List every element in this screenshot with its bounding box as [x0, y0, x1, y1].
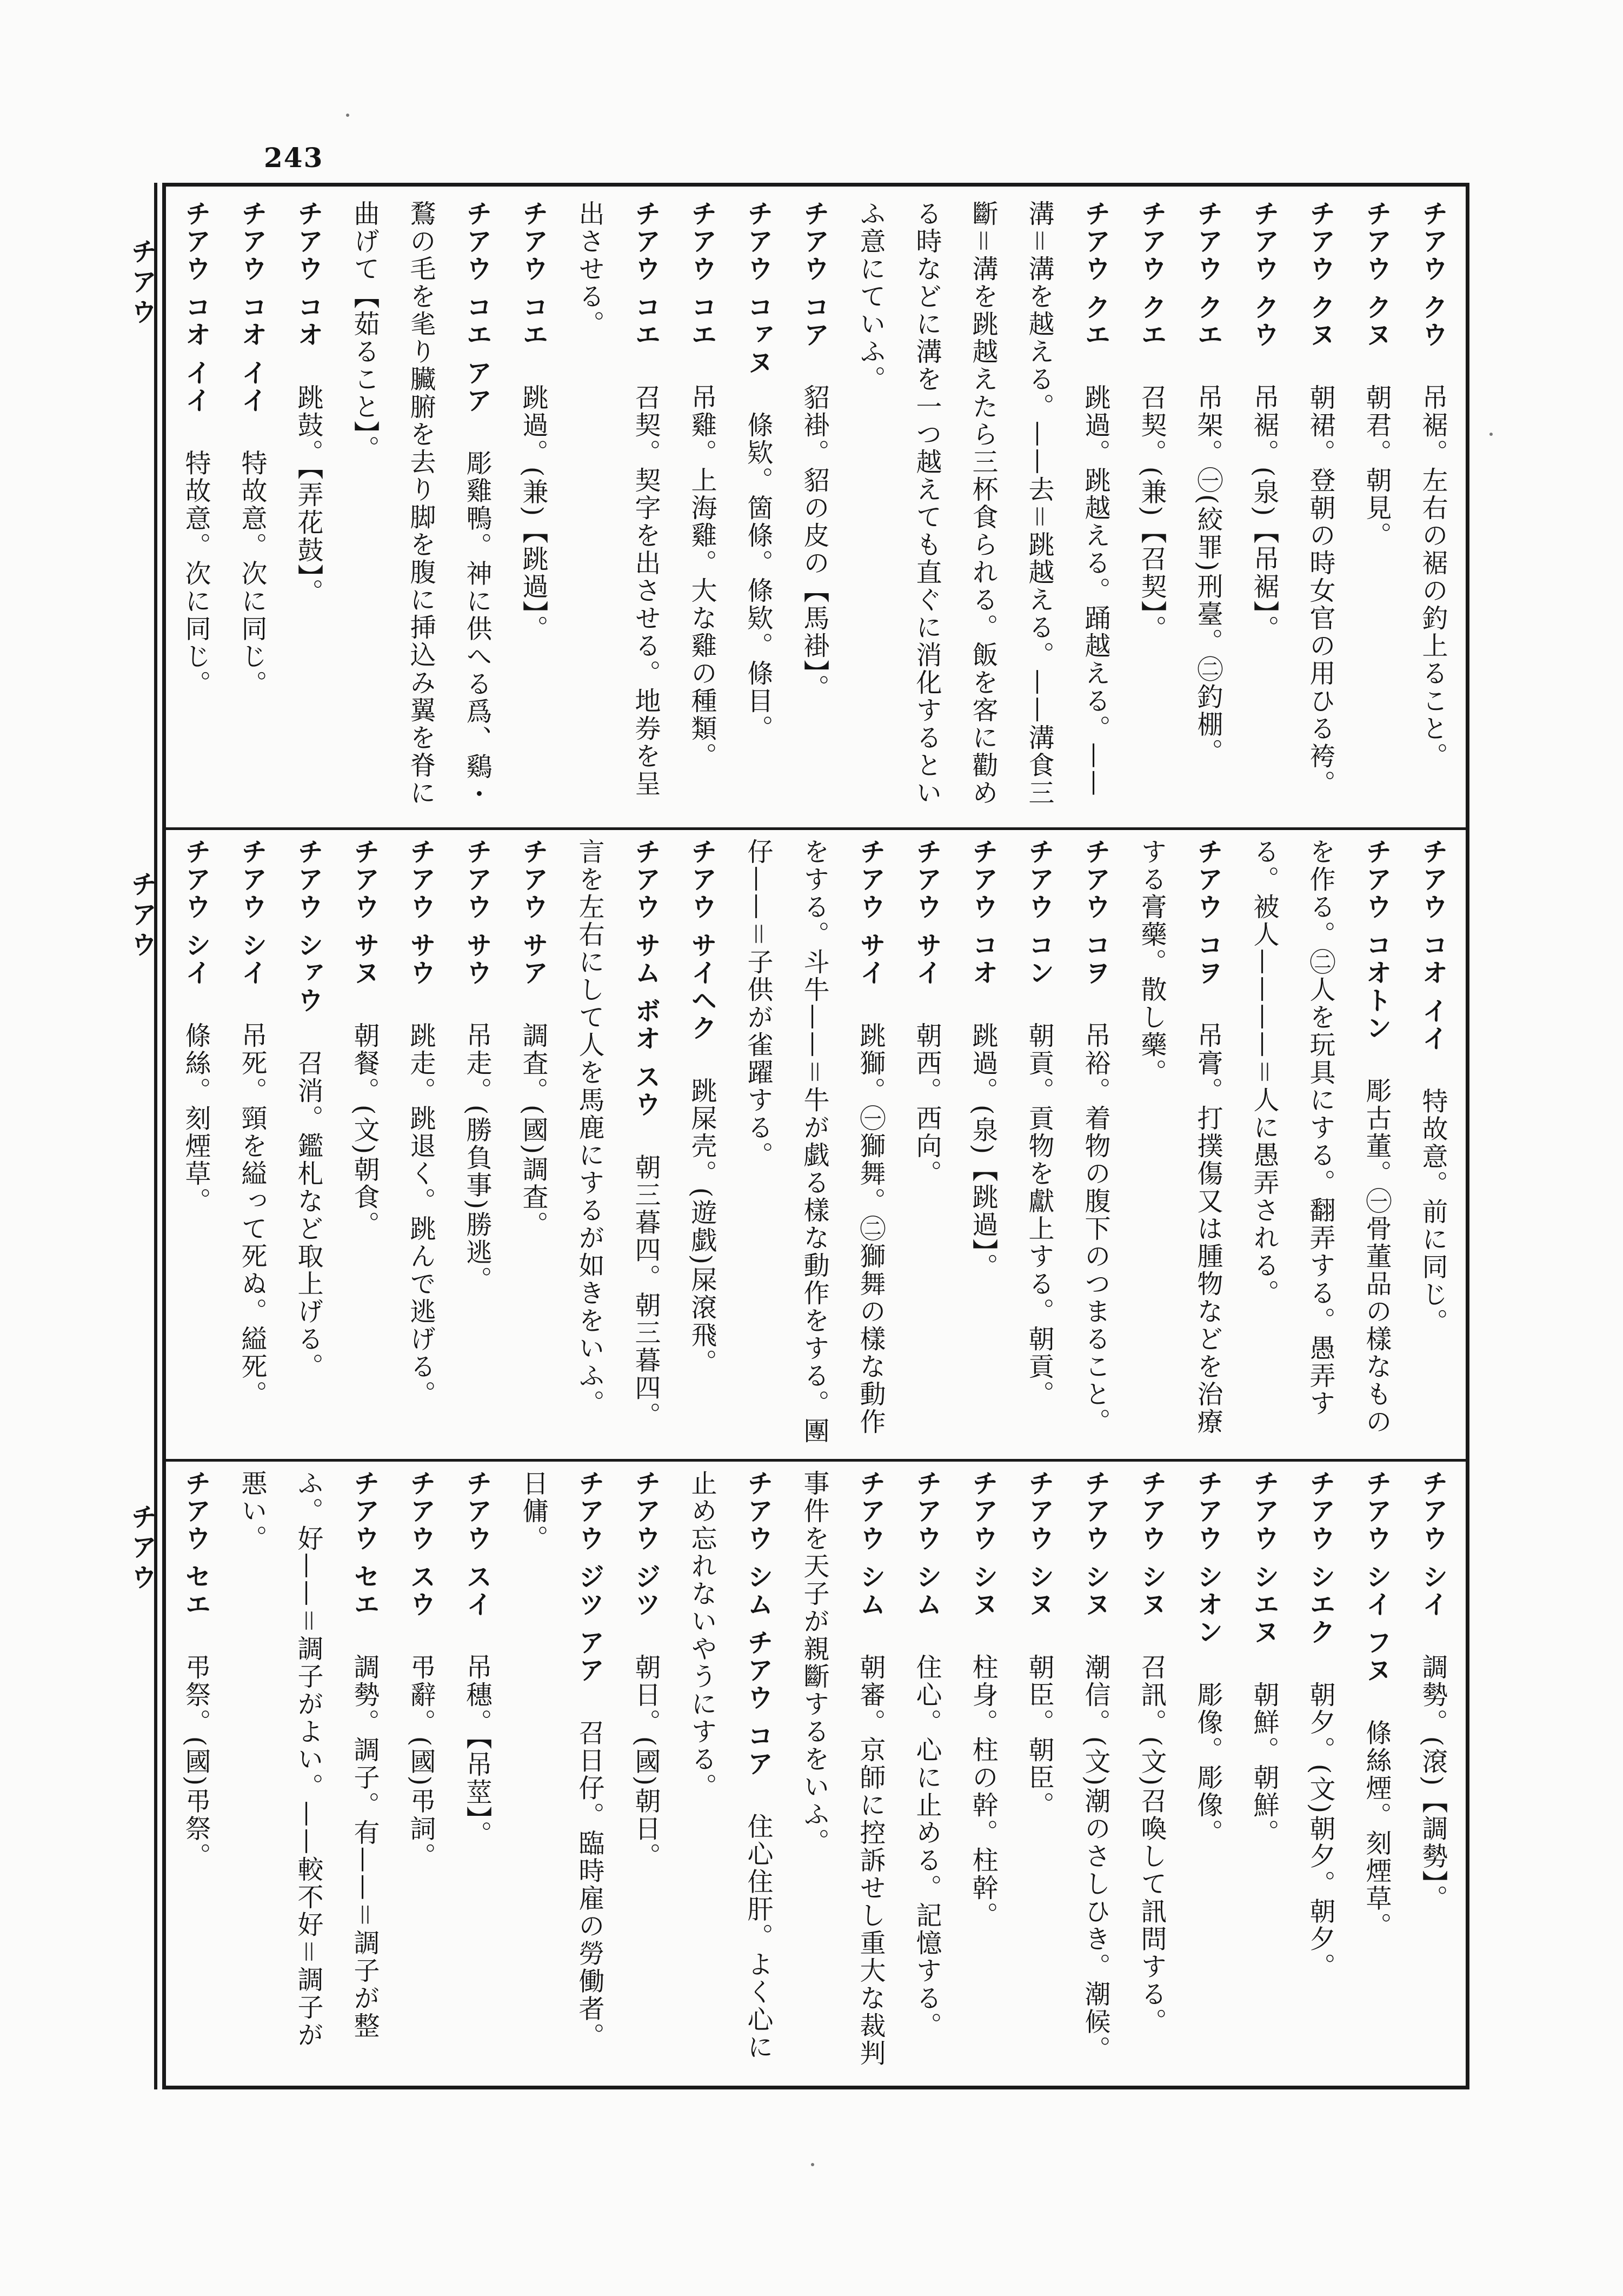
entry-definition: 潮信。(文)潮のさしひき。潮候。	[1080, 1653, 1110, 2063]
entry-reading: チアウ サウ	[462, 838, 492, 987]
dictionary-entry	[1405, 1470, 1461, 2075]
speck	[1489, 433, 1493, 436]
dictionary-entry	[1123, 200, 1180, 817]
entry-definition: 朝鮮。朝鮮。	[1249, 1681, 1279, 1847]
dictionary-entry	[1405, 838, 1461, 1449]
dictionary-entry	[1123, 838, 1236, 1449]
entry-reading: チアウ シヌ	[1024, 1470, 1054, 1618]
dictionary-entry	[393, 1470, 449, 2075]
entry-definition: 貂褂。貂の皮の【馬褂】。	[799, 383, 829, 702]
entry-definition: 彫像。彫像。	[1193, 1681, 1223, 1847]
dictionary-entry	[786, 1470, 899, 2075]
entry-definition: 條絲。刻煙草。	[181, 1021, 211, 1215]
entry-reading: チアウ コヲ	[1193, 838, 1223, 987]
dictionary-entry	[171, 1470, 224, 2075]
entry-definition: 調勢。(滾)【調勢】。	[1418, 1653, 1448, 1913]
dictionary-entry	[955, 1470, 1011, 2075]
frame-left-edge	[154, 183, 157, 2089]
dictionary-entry	[171, 200, 224, 817]
entry-reading: チアウ シエヌ	[1249, 1470, 1279, 1646]
entry-reading: チアウ シイ	[181, 838, 211, 987]
entry-reading: チアウ スウ	[405, 1470, 436, 1618]
dictionary-entry	[1011, 838, 1067, 1449]
entry-definition: 條絲煙。刻煙草。	[1361, 1719, 1392, 1940]
dictionary-entry	[842, 200, 1123, 817]
entry-definition: 吊穗。【吊莖】。	[462, 1653, 492, 1848]
entry-reading: チアウ コン	[1024, 838, 1054, 987]
entry-reading: チアウ クウ	[1418, 200, 1448, 349]
dictionary-entry	[1236, 200, 1292, 817]
entry-definition: 吊架。㊀(絞罪)刑臺。㊁釣棚。	[1193, 383, 1223, 766]
entry-definition: 柱身。柱の幹。柱幹。	[968, 1653, 998, 1929]
entry-definition: 跳過。跳越える。踊越える。——溝＝溝を越える。——去＝跳越える。——溝食三斷＝溝を跳越えたら三杯食られる。飯を客に勸める時などに溝を一つ越えても直ぐに消化するといふ意にていふ。	[855, 200, 1110, 807]
entry-reading: チアウ コエ アア	[462, 200, 492, 415]
entry-reading: チアウ シム	[912, 1470, 942, 1618]
entry-reading: チアウ サウ	[405, 838, 436, 987]
entry-definition: 朝君。朝見。	[1361, 383, 1392, 549]
entry-definition: 弔辭。(國)弔詞。	[405, 1653, 436, 1870]
entry-reading: チアウ シム	[855, 1470, 886, 1618]
dictionary-entry	[1067, 838, 1123, 1449]
entry-definition: 跳走。跳退く。跳んで逃げる。	[405, 1021, 436, 1408]
entry-reading: チアウ コエ	[518, 200, 548, 349]
dictionary-entry	[1236, 838, 1405, 1449]
entry-reading: チアウ サア	[518, 838, 548, 987]
dictionary-entry	[224, 1470, 393, 2075]
dictionary-entry	[505, 1470, 617, 2075]
entry-reading: チアウ コヲ	[1080, 838, 1110, 987]
dictionary-entry	[730, 838, 899, 1449]
dictionary-entry	[336, 838, 393, 1449]
entry-definition: 特故意。次に同じ。	[181, 449, 211, 698]
entry-reading: チアウ セエ	[181, 1470, 211, 1618]
entry-reading: チアウ サイ	[855, 838, 886, 987]
dictionary-entry	[899, 838, 955, 1449]
entry-definition: 朝貢。貢物を獻上する。朝貢。	[1024, 1021, 1054, 1408]
entry-definition: 特故意。次に同じ。	[237, 449, 267, 698]
dictionary-entry	[449, 1470, 505, 2075]
dictionary-entry	[1011, 1470, 1067, 2075]
entry-reading: チアウ コエ	[630, 200, 661, 349]
entry-definition: 召契。(兼)【召契】。	[1136, 383, 1167, 643]
side-label-3: チアウ	[127, 1503, 157, 1594]
entry-reading: チアウ サイヘク	[687, 838, 717, 1042]
entry-reading: チアウ シム チアウ コア	[743, 1470, 773, 1778]
entry-reading: チアウ シイ フヌ	[1361, 1470, 1392, 1684]
speck	[811, 2163, 814, 2166]
entry-reading: チアウ サイ	[912, 838, 942, 987]
entry-definition: 朝臣。朝臣。	[1024, 1653, 1054, 1819]
dictionary-entry	[1123, 1470, 1180, 2075]
speck	[346, 114, 349, 117]
entry-reading: チアウ クウ	[1249, 200, 1279, 349]
dictionary-entry	[1180, 200, 1236, 817]
entry-reading: チアウ コア	[799, 200, 829, 349]
entry-definition: 調査。(國)調査。	[518, 1021, 548, 1239]
entry-definition: 吊裾。(泉)【吊裾】。	[1249, 383, 1279, 643]
dictionary-entry	[336, 200, 505, 817]
tier-divider-1	[166, 827, 1466, 830]
dictionary-entry	[280, 838, 336, 1449]
entry-definition: 跳過。(泉)【跳過】。	[968, 1021, 998, 1281]
entry-reading: チアウ シァウ	[293, 838, 323, 1014]
tier-top	[171, 200, 1461, 817]
entry-definition: 跳鼓。【弄花鼓】。	[293, 383, 323, 606]
entry-definition: 住心。心に止める。記憶する。	[912, 1653, 942, 2040]
entry-reading: チアウ クエ	[1080, 200, 1110, 349]
tier-bottom	[171, 1470, 1461, 2075]
dictionary-entry	[561, 838, 674, 1449]
entry-definition: 朝三暮四。朝三暮四。言を左右にして人を馬鹿にするが如きをいふ。	[574, 838, 661, 1430]
dictionary-entry	[1067, 1470, 1123, 2075]
dictionary-entry	[1292, 1470, 1348, 2075]
dictionary-entry	[674, 838, 730, 1449]
entry-reading: チアウ クヌ	[1361, 200, 1392, 349]
entry-definition: 弔祭。(國)弔祭。	[181, 1653, 211, 1870]
entry-reading: チアウ コオ イイ	[1418, 838, 1448, 1053]
dictionary-entry	[955, 838, 1011, 1449]
dictionary-entry	[1348, 200, 1405, 817]
entry-reading: チアウ コエ	[687, 200, 717, 349]
entry-definition: 召消。鑑札など取上げる。	[293, 1049, 323, 1381]
entry-definition: 朝西。西向。	[912, 1021, 942, 1187]
dictionary-entry	[224, 838, 280, 1449]
dictionary-entry	[280, 200, 336, 817]
entry-definition: 召契。契字を出させる。地券を呈出させる。	[574, 200, 661, 798]
dictionary-entry	[505, 200, 561, 817]
entry-reading: チアウ サヌ	[349, 838, 380, 987]
side-label-1: チアウ	[127, 238, 157, 329]
dictionary-entry	[730, 200, 786, 817]
entry-reading: チアウ シヌ	[1080, 1470, 1110, 1618]
dictionary-entry	[393, 838, 449, 1449]
entry-reading: チアウ コオ	[293, 200, 323, 349]
entry-definition: 召訊。(文)召喚して訊問する。	[1136, 1653, 1167, 2036]
entry-definition: 調勢。調子。有——＝調子が整ふ。好——＝調子がよい。——較不好＝調子が悪い。	[237, 1470, 380, 2049]
entry-definition: 吊裕。着物の腹下のつまること。	[1080, 1021, 1110, 1436]
dictionary-entry	[1292, 200, 1348, 817]
entry-reading: チアウ シイ	[1418, 1470, 1448, 1618]
dictionary-entry	[224, 200, 280, 817]
entry-definition: 吊裾。左右の裾の釣上ること。	[1418, 383, 1448, 770]
entry-reading: チアウ コァヌ	[743, 200, 773, 376]
entry-definition: 特故意。前に同じ。	[1418, 1087, 1448, 1336]
entry-definition: 召日仔。臨時雇の勞働者。日傭。	[518, 1470, 604, 2051]
entry-reading: チアウ ジツ	[630, 1470, 661, 1618]
entry-reading: チアウ クヌ	[1305, 200, 1335, 349]
entry-reading: チアウ ジツ アア	[574, 1470, 604, 1684]
entry-definition: 朝審。京師に控訴せし重大な裁判事件を天子が親斷するをいふ。	[799, 1470, 886, 2067]
dictionary-entry	[617, 1470, 674, 2075]
entry-reading: チアウ セエ	[349, 1470, 380, 1618]
page-number: 243	[264, 142, 324, 174]
entry-reading: チアウ クエ	[1136, 200, 1167, 349]
entry-definition: 跳過。(兼)【跳過】。	[518, 383, 548, 643]
entry-definition: 朝夕。(文)朝夕。朝夕。	[1305, 1681, 1335, 1981]
dictionary-entry	[561, 200, 674, 817]
entry-reading: チアウ シオン	[1193, 1470, 1223, 1646]
entry-definition: 朝日。(國)朝日。	[630, 1653, 661, 1870]
dictionary-entry	[899, 1470, 955, 2075]
entry-definition: 吊膏。打撲傷又は腫物などを治療する膏藥。散し藥。	[1136, 838, 1223, 1436]
entry-reading: チアウ コオトン	[1361, 838, 1392, 1042]
entry-reading: チアウ サム ボオ スウ	[630, 838, 661, 1119]
entry-definition: 朝裙。登朝の時女官の用ひる袴。	[1305, 383, 1335, 798]
entry-reading: チアウ シエク	[1305, 1470, 1335, 1646]
entry-definition: 吊死。頸を縊って死ぬ。縊死。	[237, 1021, 267, 1408]
tier-middle	[171, 838, 1461, 1449]
dictionary-entry	[449, 838, 505, 1449]
entry-reading: チアウ スイ	[462, 1470, 492, 1618]
entry-definition: 彫雞鴨。神に供へる爲、鷄・鶩の毛を毟り臟腑を去り脚を腹に挿込み翼を脊に曲げて【茹ること】。	[349, 200, 492, 808]
dictionary-entry	[505, 838, 561, 1449]
tier-divider-2	[166, 1459, 1466, 1462]
entry-reading: チアウ コオ イイ	[181, 200, 211, 415]
dictionary-entry	[1348, 1470, 1405, 2075]
dictionary-entry	[1405, 200, 1461, 817]
dictionary-entry	[171, 838, 224, 1449]
entry-definition: 住心住肝。よく心に止め忘れないやうにする。	[687, 1470, 773, 2061]
entry-definition: 跳獅。㊀獅舞。㊁獅舞の樣な動作をする。斗牛——＝牛が戯る樣な動作をする。團仔——＝子供が雀躍する。	[743, 838, 886, 1445]
entry-reading: チアウ コオ イイ	[237, 200, 267, 415]
entry-definition: 吊雞。上海雞。大な雞の種類。	[687, 383, 717, 770]
dictionary-entry	[786, 200, 842, 817]
entry-definition: 朝餐。(文)朝食。	[349, 1021, 380, 1239]
dictionary-entry	[674, 1470, 786, 2075]
entry-reading: チアウ シヌ	[968, 1470, 998, 1618]
entry-definition: 彫古董。㊀骨董品の樣なものを作る。㊁人を玩具にする。翻弄する。愚弄する。被人————＝人に愚弄される。	[1249, 838, 1392, 1436]
dictionary-entry	[1180, 1470, 1236, 2075]
entry-reading: チアウ シヌ	[1136, 1470, 1167, 1618]
entry-definition: 條欵。箇條。條欵。條目。	[743, 411, 773, 742]
entry-definition: 跳屎壳。(遊戯)屎滾飛。	[687, 1077, 717, 1377]
entry-definition: 吊走。(勝負事)勝逃。	[462, 1021, 492, 1294]
dictionary-entry	[674, 200, 730, 817]
side-label-2: チアウ	[127, 871, 157, 961]
entry-reading: チアウ コオ	[968, 838, 998, 987]
dictionary-entry	[1236, 1470, 1292, 2075]
entry-reading: チアウ クエ	[1193, 200, 1223, 349]
entry-reading: チアウ シイ	[237, 838, 267, 987]
